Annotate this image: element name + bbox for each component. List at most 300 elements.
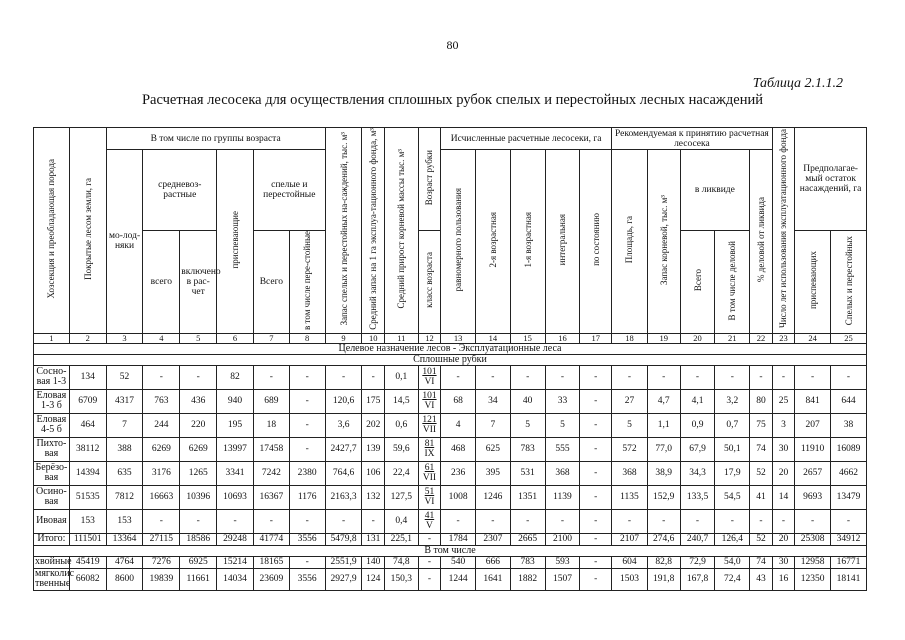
table-cell: 30: [772, 437, 795, 461]
table-cell: 74: [750, 437, 773, 461]
table-cell: 25: [772, 389, 795, 413]
table-cell: 1135: [612, 485, 648, 509]
table-cell: 4: [441, 413, 476, 437]
header-incl-calc: включено в рас-чет: [180, 230, 217, 333]
header-years-use: Число лет использования эксплуатационного фонда: [772, 128, 795, 334]
species-name: Еловая 4-5 б: [34, 413, 70, 437]
cutting-age-cell: $\frac{121}{\text{VII}}$: [418, 413, 441, 437]
table-cell: -: [580, 389, 612, 413]
header-remainder: Предполагае-мый остаток насаждений, га: [795, 128, 867, 231]
column-numbers-row: [34, 333, 867, 343]
header-rem-approaching: приспевающих: [795, 230, 831, 333]
table-cell: 167,8: [680, 568, 715, 590]
table-cell: 191,8: [647, 568, 680, 590]
table-cell: 16367: [253, 485, 289, 509]
table-cell: 1641: [475, 568, 510, 590]
table-cell: 18586: [180, 533, 217, 545]
table-cell: 2427,7: [325, 437, 362, 461]
header-avg-stock: Средний запас на 1 га эксплуа-тационного фонда, м³: [362, 128, 385, 334]
table-cell: 30: [772, 556, 795, 568]
table-cell: 175: [362, 389, 385, 413]
table-cell: 368: [545, 461, 580, 485]
table-cell: -: [831, 509, 867, 533]
subsection-title: Сплошные рубки: [34, 354, 867, 365]
table-cell: 388: [106, 437, 143, 461]
table-cell: 52: [750, 533, 773, 545]
column-number: 11: [384, 333, 418, 343]
table-cell: 133,5: [680, 485, 715, 509]
cutting-age-cell: $\frac{81}{IX}$: [418, 437, 441, 461]
header-incl-business: В том числе деловой: [715, 230, 750, 333]
table-cell: 13479: [831, 485, 867, 509]
cutting-age-cell: $\frac{41}{V}$: [418, 509, 441, 533]
table-cell: 23609: [253, 568, 289, 590]
table-cell: 140: [362, 556, 385, 568]
table-cell: 7: [106, 413, 143, 437]
table-cell: 40: [510, 389, 545, 413]
table-cell: 34912: [831, 533, 867, 545]
table-cell: -: [580, 509, 612, 533]
table-cell: 13997: [217, 437, 254, 461]
header-uniform: равномерного пользования: [441, 150, 476, 334]
table-row: [34, 389, 867, 413]
table-cell: 111501: [69, 533, 106, 545]
table-cell: 106: [362, 461, 385, 485]
table-cell: 3176: [143, 461, 180, 485]
table-cell: 0,1: [384, 365, 418, 389]
table-cell: 5: [510, 413, 545, 437]
table-cell: 12958: [795, 556, 831, 568]
table-cell: 10396: [180, 485, 217, 509]
column-number: 20: [680, 333, 715, 343]
table-cell: 54,5: [715, 485, 750, 509]
table-cell: 3556: [289, 568, 325, 590]
table-cell: 625: [475, 437, 510, 461]
table-cell: 18: [253, 413, 289, 437]
table-cell: 74: [750, 556, 773, 568]
table-cell: -: [418, 556, 441, 568]
table-cell: 41774: [253, 533, 289, 545]
table-cell: 764,6: [325, 461, 362, 485]
table-cell: -: [772, 509, 795, 533]
column-number: 22: [750, 333, 773, 343]
total-row: [34, 533, 867, 545]
table-cell: 1176: [289, 485, 325, 509]
breakdown-label: мягколис твенные: [35, 568, 75, 590]
breakdown-title: В том числе: [34, 545, 867, 556]
cutting-area-table: [33, 127, 867, 591]
table-cell: 14394: [69, 461, 106, 485]
table-cell: 783: [510, 437, 545, 461]
table-cell: 18141: [831, 568, 867, 590]
column-number: 25: [831, 333, 867, 343]
table-cell: 139: [362, 437, 385, 461]
table-cell: -: [612, 365, 648, 389]
table-cell: 207: [795, 413, 831, 437]
column-number: 13: [441, 333, 476, 343]
table-cell: 274,6: [647, 533, 680, 545]
section-title: Целевое назначение лесов - Эксплуатационные леса: [34, 343, 867, 354]
header-recommended: Рекомендуемая к принятию расчетная лесосека: [612, 128, 773, 150]
table-cell: 4317: [106, 389, 143, 413]
header-total-mature: Всего: [253, 230, 289, 333]
table-cell: 841: [795, 389, 831, 413]
column-number: 23: [772, 333, 795, 343]
table-cell: -: [647, 365, 680, 389]
table-cell: -: [217, 509, 254, 533]
table-cell: -: [510, 365, 545, 389]
table-cell: 50,1: [715, 437, 750, 461]
table-cell: 225,1: [384, 533, 418, 545]
column-number: 16: [545, 333, 580, 343]
table-cell: 240,7: [680, 533, 715, 545]
table-cell: 25308: [795, 533, 831, 545]
cutting-age-cell: $\frac{61}{\text{VII}}$: [418, 461, 441, 485]
table-cell: -: [180, 509, 217, 533]
table-row: [34, 485, 867, 509]
header-pct-business: % деловой от ликвида: [750, 150, 773, 334]
table-cell: 4,7: [647, 389, 680, 413]
table-cell: 763: [143, 389, 180, 413]
table-cell: 33: [545, 389, 580, 413]
table-cell: -: [325, 509, 362, 533]
header-area: Площадь, га: [612, 150, 648, 334]
table-cell: 6925: [180, 556, 217, 568]
table-cell: 52: [750, 461, 773, 485]
column-number: 9: [325, 333, 362, 343]
table-cell: 17458: [253, 437, 289, 461]
table-cell: 1784: [441, 533, 476, 545]
column-number: 18: [612, 333, 648, 343]
table-cell: 555: [545, 437, 580, 461]
species-name: Пихто-вая: [34, 437, 70, 461]
table-cell: 195: [217, 413, 254, 437]
table-cell: 27115: [143, 533, 180, 545]
table-cell: 2307: [475, 533, 510, 545]
table-cell: 6709: [69, 389, 106, 413]
table-cell: 14,5: [384, 389, 418, 413]
table-cell: 38,9: [647, 461, 680, 485]
header-age-groups: В том числе по группы возраста: [106, 128, 325, 150]
table-cell: 1246: [475, 485, 510, 509]
table-cell: 7: [475, 413, 510, 437]
table-cell: 18165: [253, 556, 289, 568]
table-cell: 236: [441, 461, 476, 485]
header-cutting-age: Возраст рубки: [418, 128, 441, 231]
table-cell: -: [510, 509, 545, 533]
table-cell: -: [580, 365, 612, 389]
header-forest-land: Покрытые лесом земли, га: [69, 128, 106, 334]
table-cell: 1351: [510, 485, 545, 509]
table-cell: 14: [772, 485, 795, 509]
table-cell: -: [795, 365, 831, 389]
table-cell: 59,6: [384, 437, 418, 461]
column-number: 14: [475, 333, 510, 343]
cutting-age-cell: $\frac{51}{VI}$: [418, 485, 441, 509]
table-cell: 3: [772, 413, 795, 437]
table-cell: 2927,9: [325, 568, 362, 590]
table-row: [34, 461, 867, 485]
table-cell: 72,9: [680, 556, 715, 568]
table-cell: 3,2: [715, 389, 750, 413]
table-cell: -: [580, 461, 612, 485]
table-cell: 27: [612, 389, 648, 413]
table-cell: 41: [750, 485, 773, 509]
table-cell: -: [750, 509, 773, 533]
table-cell: -: [362, 365, 385, 389]
header-root-stock: Запас корневой, тыс. м³: [647, 150, 680, 334]
header-age-class: класс возраста: [418, 230, 441, 333]
table-row: [34, 437, 867, 461]
table-cell: 468: [441, 437, 476, 461]
table-row: [34, 365, 867, 389]
table-label: Таблица 2.1.1.2: [752, 76, 843, 91]
table-cell: 1265: [180, 461, 217, 485]
column-number: 2: [69, 333, 106, 343]
table-cell: 150,3: [384, 568, 418, 590]
table-cell: -: [180, 365, 217, 389]
table-cell: -: [253, 365, 289, 389]
column-number: 7: [253, 333, 289, 343]
table-cell: 29248: [217, 533, 254, 545]
table-cell: 38: [831, 413, 867, 437]
table-cell: 5: [545, 413, 580, 437]
cutting-age-cell: $\frac{101}{VI}$: [418, 365, 441, 389]
table-cell: 1244: [441, 568, 476, 590]
table-cell: -: [143, 509, 180, 533]
table-cell: -: [441, 365, 476, 389]
table-cell: 16: [772, 568, 795, 590]
header-young: мо-лод-няки: [106, 150, 143, 334]
table-cell: 126,4: [715, 533, 750, 545]
header-incl-over: в том числе пере-стойные: [289, 230, 325, 333]
table-cell: -: [362, 509, 385, 533]
header-second-age: 2-я возрастная: [475, 150, 510, 334]
table-cell: 20: [772, 533, 795, 545]
table-cell: -: [289, 556, 325, 568]
table-cell: 82,8: [647, 556, 680, 568]
header-liquid-total: Всего: [680, 230, 715, 333]
table-cell: 436: [180, 389, 217, 413]
table-cell: 15214: [217, 556, 254, 568]
column-number: 19: [647, 333, 680, 343]
table-cell: 1503: [612, 568, 648, 590]
table-cell: 16663: [143, 485, 180, 509]
table-cell: -: [289, 413, 325, 437]
table-cell: 2163,3: [325, 485, 362, 509]
table-cell: 10693: [217, 485, 254, 509]
species-name: Осино-вая: [34, 485, 70, 509]
table-cell: 3341: [217, 461, 254, 485]
table-cell: 11910: [795, 437, 831, 461]
table-cell: -: [580, 533, 612, 545]
table-cell: -: [647, 509, 680, 533]
document-title: Расчетная лесосека для осуществления сплошных рубок спелых и перестойных лесных насаждений: [141, 92, 764, 108]
table-cell: 0,6: [384, 413, 418, 437]
table-cell: 2551,9: [325, 556, 362, 568]
table-cell: -: [580, 437, 612, 461]
table-cell: 5: [612, 413, 648, 437]
table-cell: 22,4: [384, 461, 418, 485]
table-cell: -: [831, 365, 867, 389]
table-cell: 635: [106, 461, 143, 485]
table-cell: 540: [441, 556, 476, 568]
column-number: 15: [510, 333, 545, 343]
table-cell: 8600: [106, 568, 143, 590]
table-cell: 66082: [69, 568, 106, 590]
table-cell: 1008: [441, 485, 476, 509]
table-cell: 43: [750, 568, 773, 590]
table-cell: 74,8: [384, 556, 418, 568]
table-cell: 34,3: [680, 461, 715, 485]
table-cell: 12350: [795, 568, 831, 590]
table-cell: 0,7: [715, 413, 750, 437]
cutting-age-cell: $\frac{101}{VI}$: [418, 389, 441, 413]
column-number: 12: [418, 333, 441, 343]
table-cell: -: [612, 509, 648, 533]
table-cell: 124: [362, 568, 385, 590]
table-cell: -: [289, 437, 325, 461]
table-cell: 689: [253, 389, 289, 413]
table-cell: -: [715, 365, 750, 389]
table-cell: 20: [772, 461, 795, 485]
table-cell: 940: [217, 389, 254, 413]
table-cell: 75: [750, 413, 773, 437]
column-number: 1: [34, 333, 70, 343]
column-number: 10: [362, 333, 385, 343]
table-cell: 120,6: [325, 389, 362, 413]
table-cell: 77,0: [647, 437, 680, 461]
table-cell: 1,1: [647, 413, 680, 437]
table-cell: -: [418, 533, 441, 545]
table-cell: 4,1: [680, 389, 715, 413]
species-name: Сосно-вая 1-3: [34, 365, 70, 389]
table-cell: -: [289, 509, 325, 533]
table-cell: -: [475, 509, 510, 533]
total-label: Итого:: [34, 533, 70, 545]
table-cell: 11661: [180, 568, 217, 590]
table-cell: 82: [217, 365, 254, 389]
column-number: 3: [106, 333, 143, 343]
table-cell: 16089: [831, 437, 867, 461]
table-cell: -: [580, 556, 612, 568]
table-cell: 7276: [143, 556, 180, 568]
header-integral: интегральная: [545, 150, 580, 334]
table-cell: 202: [362, 413, 385, 437]
table-cell: 2107: [612, 533, 648, 545]
species-name: Ивовая: [34, 509, 70, 533]
table-cell: 3,6: [325, 413, 362, 437]
table-cell: 3556: [289, 533, 325, 545]
header-mature-over: спелые и перестойные: [253, 150, 325, 231]
breakdown-label: хвойные: [35, 556, 72, 568]
table-cell: -: [750, 365, 773, 389]
table-cell: 2665: [510, 533, 545, 545]
table-cell: 68: [441, 389, 476, 413]
table-cell: 4764: [106, 556, 143, 568]
table-cell: -: [143, 365, 180, 389]
table-cell: -: [545, 365, 580, 389]
table-cell: 5479,8: [325, 533, 362, 545]
column-number: 21: [715, 333, 750, 343]
table-cell: 1507: [545, 568, 580, 590]
table-cell: -: [580, 485, 612, 509]
table-cell: 395: [475, 461, 510, 485]
table-cell: 7242: [253, 461, 289, 485]
table-cell: 6269: [143, 437, 180, 461]
table-row: [34, 509, 867, 533]
species-name: Берёзо-вая: [35, 462, 68, 484]
table-cell: 4662: [831, 461, 867, 485]
header-stock-mature: Запас спелых и перестойных на-саждений, тыс. м³: [325, 128, 362, 334]
table-cell: 16771: [831, 556, 867, 568]
table-cell: 45419: [69, 556, 106, 568]
table-cell: -: [580, 413, 612, 437]
column-number: 4: [143, 333, 180, 343]
table-cell: 51535: [69, 485, 106, 509]
column-number: 17: [580, 333, 612, 343]
table-cell: 1882: [510, 568, 545, 590]
table-cell: 244: [143, 413, 180, 437]
table-cell: -: [289, 389, 325, 413]
table-cell: 34: [475, 389, 510, 413]
table-cell: -: [680, 509, 715, 533]
table-cell: 644: [831, 389, 867, 413]
table-cell: 0,9: [680, 413, 715, 437]
table-cell: 14034: [217, 568, 254, 590]
table-cell: 19839: [143, 568, 180, 590]
table-cell: 464: [69, 413, 106, 437]
table-cell: 134: [69, 365, 106, 389]
breakdown-row: [34, 568, 867, 590]
table-cell: 54,0: [715, 556, 750, 568]
header-approaching: приспевающие: [217, 150, 254, 334]
table-cell: 152,9: [647, 485, 680, 509]
column-number: 6: [217, 333, 254, 343]
species-name: Еловая 1-3 б: [34, 389, 70, 413]
header-rem-mature: Спелых и перестойных: [831, 230, 867, 333]
column-number: 5: [180, 333, 217, 343]
table-cell: -: [441, 509, 476, 533]
table-cell: 783: [510, 556, 545, 568]
table-cell: 0,4: [384, 509, 418, 533]
table-cell: -: [253, 509, 289, 533]
table-cell: 52: [106, 365, 143, 389]
table-cell: 67,9: [680, 437, 715, 461]
table-cell: 2380: [289, 461, 325, 485]
table-cell: 131: [362, 533, 385, 545]
breakdown-row: [34, 556, 867, 568]
header-total-mid: всего: [143, 230, 180, 333]
table-cell: -: [795, 509, 831, 533]
table-cell: 38112: [69, 437, 106, 461]
table-cell: 531: [510, 461, 545, 485]
table-cell: 72,4: [715, 568, 750, 590]
table-cell: 13364: [106, 533, 143, 545]
table-cell: -: [545, 509, 580, 533]
table-cell: 593: [545, 556, 580, 568]
column-number: 24: [795, 333, 831, 343]
table-cell: -: [772, 365, 795, 389]
table-cell: -: [289, 365, 325, 389]
table-cell: 604: [612, 556, 648, 568]
header-species: Хозсекция и преобладающая порода: [34, 128, 70, 334]
header-first-age: 1-я возрастная: [510, 150, 545, 334]
header-avg-growth: Средний прирост корневой массы тыс. м³: [384, 128, 418, 334]
table-cell: -: [325, 365, 362, 389]
header-by-condition: по состоянию: [580, 150, 612, 334]
table-cell: 666: [475, 556, 510, 568]
